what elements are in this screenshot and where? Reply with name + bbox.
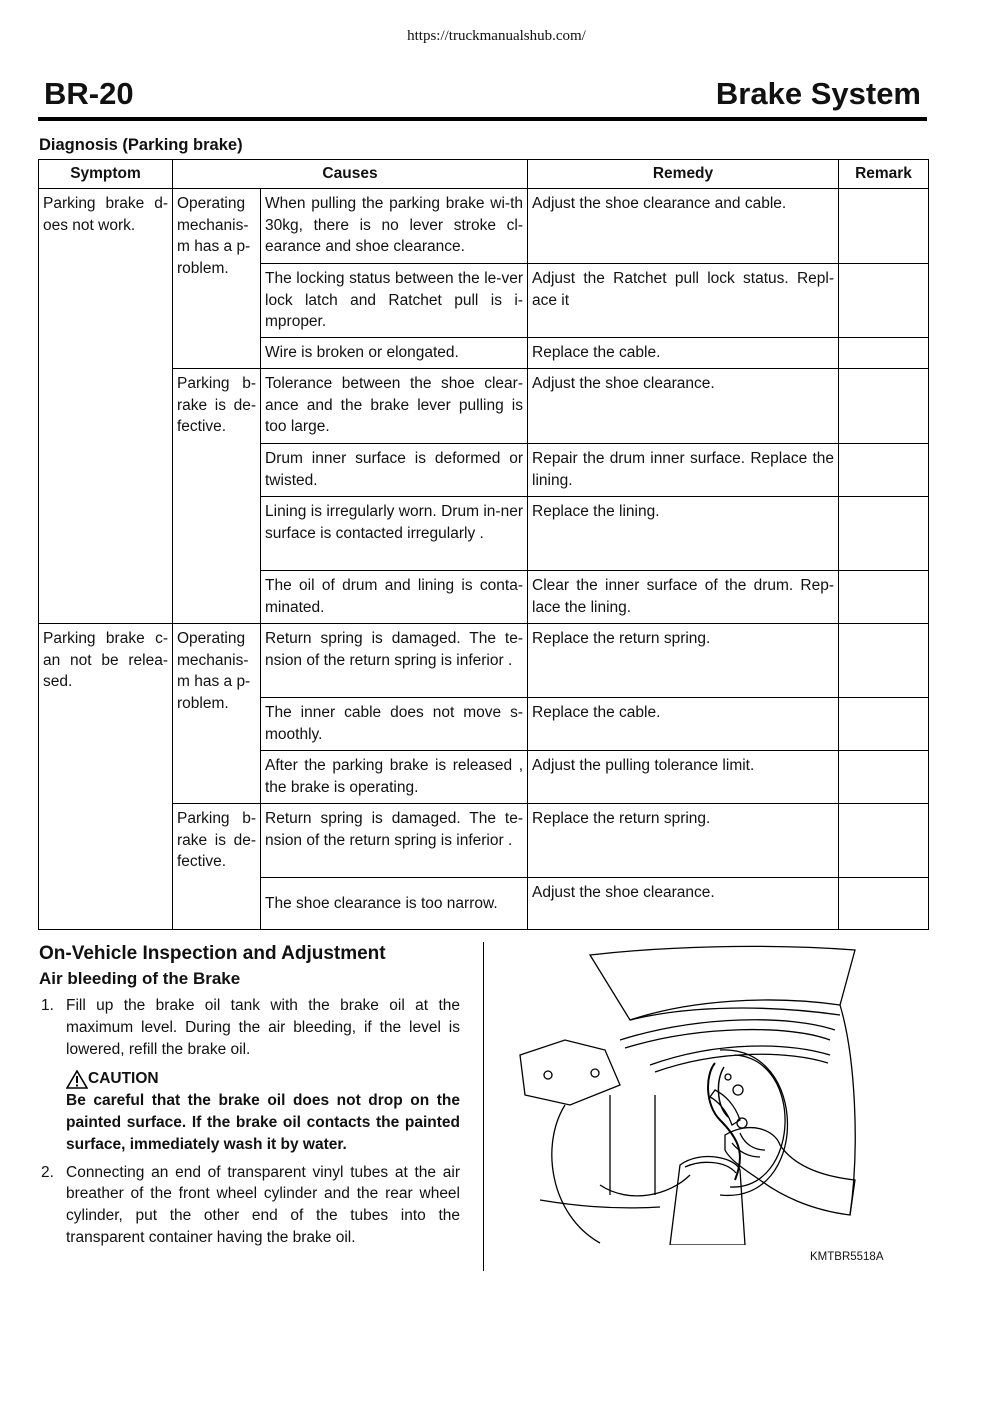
remedy-cell: Adjust the shoe clearance. [528,878,839,930]
remedy-cell: Replace the cable. [528,338,839,369]
page-title: Brake System [715,76,921,111]
header-rule [38,117,927,121]
cause-cell: The inner cable does not move s-moothly. [261,698,528,751]
table-header-row [39,160,929,189]
mechanism-cell: Parking b-rake is de-fective. [173,369,261,624]
mechanism-cell: Operating mechanis-m has a p-roblem. [173,189,261,369]
cause-cell: When pulling the parking brake wi-th 30kg, there is no lever stroke cl-earance and shoe clearance. [261,189,528,264]
remark-cell [839,338,929,369]
remedy-cell: Adjust the Ratchet pull lock status. Repl-ace it [528,264,839,338]
table-row [39,624,929,698]
remark-cell [839,571,929,624]
col-remedy: Remedy [528,160,839,189]
table-row [39,804,929,878]
remark-cell [839,497,929,571]
cause-cell: Lining is irregularly worn. Drum in-ner surface is contacted irregularly . [261,497,528,571]
page-code: BR-20 [44,76,134,111]
list-item [39,995,460,1060]
cause-cell: Tolerance between the shoe clear-ance and the brake lever pulling is too large. [261,369,528,444]
caution-label: CAUTION [88,1070,159,1088]
remedy-cell: Replace the return spring. [528,804,839,878]
steps-list [39,1162,460,1249]
cause-cell: Wire is broken or elongated. [261,338,528,369]
cause-cell: The locking status between the le-ver lock latch and Ratchet pull is i-mproper. [261,264,528,338]
mechanism-cell: Operating mechanis-m has a p-roblem. [173,624,261,804]
caution-box [39,1068,460,1155]
cause-cell: Drum inner surface is deformed or twisted. [261,444,528,497]
symptom-cell: Parking brake c-an not be relea-sed. [39,624,173,930]
diagnosis-table [38,159,929,930]
caution-header [66,1068,460,1090]
step-text: Fill up the brake oil tank with the brake oil at the maximum level. During the air bleeding, if the level is lowered, refill the brake oil. [66,997,460,1058]
remedy-cell: Clear the inner surface of the drum. Rep-lace the lining. [528,571,839,624]
step-text: Connecting an end of transparent vinyl tubes at the air breather of the front wheel cylinder and the rear wheel cylinder, put the other end of the tubes into the transparent container having the brake oil. [66,1163,460,1246]
remedy-cell: Replace the cable. [528,698,839,751]
brake-bleeding-illustration [510,945,900,1245]
remark-cell [839,878,929,930]
cause-cell: The oil of drum and lining is conta-minated. [261,571,528,624]
figure-code: KMTBR5518A [810,1251,884,1263]
remark-cell [839,189,929,264]
step-number: 2. [41,1163,54,1181]
cause-cell: Return spring is damaged. The te-nsion of the return spring is inferior . [261,804,528,878]
source-url[interactable]: https://truckmanualshub.com/ [407,28,586,44]
cause-cell: Return spring is damaged. The te-nsion of the return spring is inferior . [261,624,528,698]
remark-cell [839,751,929,804]
table-row [39,189,929,264]
remark-cell [839,698,929,751]
remedy-cell: Repair the drum inner surface. Replace the lining. [528,444,839,497]
table-row [39,369,929,444]
symptom-cell: Parking brake d-oes not work. [39,189,173,624]
inspection-title: On-Vehicle Inspection and Adjustment [39,943,386,964]
col-symptom: Symptom [39,160,173,189]
column-divider [483,942,484,1271]
caution-text: Be careful that the brake oil does not drop on the painted surface. If the brake oil contacts the painted surface, immediately wash it by water. [66,1092,460,1153]
remedy-cell: Replace the lining. [528,497,839,571]
col-remark: Remark [839,160,929,189]
inspection-subtitle: Air bleeding of the Brake [39,969,241,988]
remark-cell [839,804,929,878]
remedy-cell: Replace the return spring. [528,624,839,698]
remark-cell [839,624,929,698]
mechanism-cell: Parking b-rake is de-fective. [173,804,261,930]
cause-cell: After the parking brake is released , the brake is operating. [261,751,528,804]
step-number: 1. [41,997,54,1014]
diagnosis-title: Diagnosis (Parking brake) [39,136,243,154]
list-item [39,1162,460,1249]
col-causes: Causes [173,160,528,189]
remedy-cell: Adjust the shoe clearance. [528,369,839,444]
remedy-cell: Adjust the shoe clearance and cable. [528,189,839,264]
cause-cell: The shoe clearance is too narrow. [261,878,528,930]
remark-cell [839,264,929,338]
steps-list [39,995,460,1060]
warning-triangle-icon [66,1070,88,1089]
remark-cell [839,369,929,444]
inspection-section [39,943,460,1249]
remark-cell [839,444,929,497]
remedy-cell: Adjust the pulling tolerance limit. [528,751,839,804]
